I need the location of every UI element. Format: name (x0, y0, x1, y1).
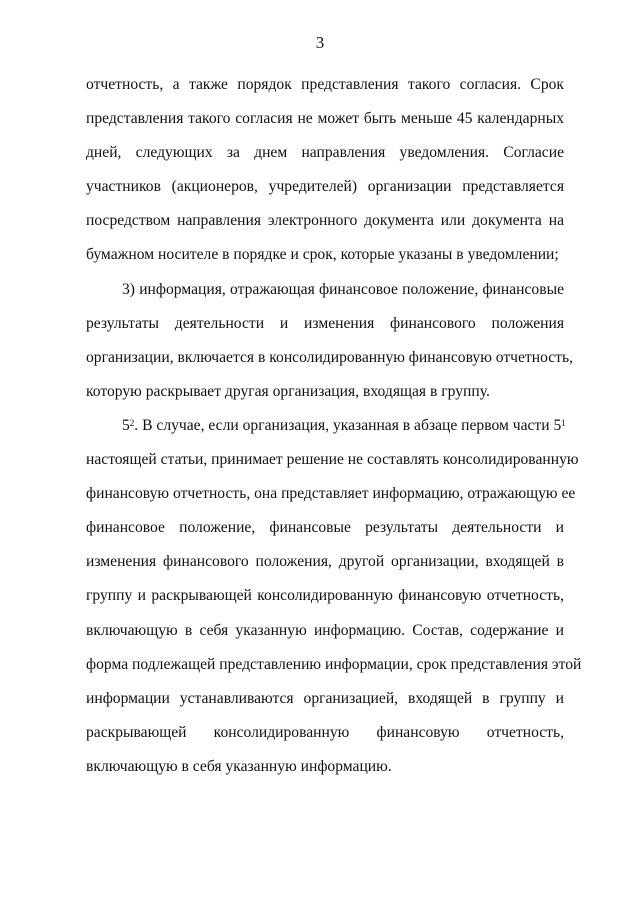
part-number-superscript: 2 (129, 417, 135, 428)
text-line: отчетность, а также порядок представления такого согласия. Срок (86, 76, 564, 93)
text-line: включающую в себя указанную информацию. Состав, содержание и (86, 621, 564, 639)
text-line: организации, включается в консолидированную финансовую отчетность, (86, 348, 573, 366)
document-body (86, 74, 582, 790)
text-line: финансовое положение, финансовые результаты деятельности и (86, 519, 564, 537)
text-line: настоящей статьи, принимает решение не составлять консолидированную (86, 451, 579, 469)
part-number: 5 (122, 416, 130, 434)
paragraph-part-5-2 (86, 415, 582, 790)
text-line-heading (86, 415, 564, 449)
paragraph-continuation (86, 74, 564, 279)
reference-superscript: 1 (561, 417, 566, 428)
paragraph-item-3 (86, 279, 573, 415)
text-line: группу и раскрывающей консолидированную финансовую отчетность, (86, 587, 564, 605)
page-number: 3 (315, 33, 325, 52)
text-line: бумажном носителе в порядке и срок, которые указаны в уведомлении; (86, 246, 559, 264)
text-line: посредством направления электронного документа или документа на (86, 212, 564, 230)
text-line: раскрывающей консолидированную финансовую отчетность, (86, 723, 564, 741)
text-line: 3) информация, отражающая финансовое положение, финансовые (122, 280, 564, 298)
text-line: изменения финансового положения, другой организации, входящей в (86, 553, 564, 571)
text-line: включающую в себя указанную информацию. (86, 757, 392, 775)
text-line: участников (акционеров, учредителей) организации представляется (86, 178, 564, 196)
text-line: финансовую отчетность, она представляет информацию, отражающую ее (86, 485, 576, 503)
text-line: форма подлежащей представлению информации, срок представления этой (86, 655, 582, 673)
part-text: . В случае, если организация, указанная в абзаце первом части 5 (134, 416, 562, 434)
text-line: дней, следующих за днем направления уведомления. Согласие (86, 144, 564, 162)
text-line: представления такого согласия не может быть меньше 45 календарных (86, 110, 564, 128)
text-line: информации устанавливаются организацией, входящей в группу и (86, 689, 564, 707)
text-line: результаты деятельности и изменения финансового положения (86, 314, 564, 332)
text-line: которую раскрывает другая организация, входящая в группу. (86, 382, 490, 400)
